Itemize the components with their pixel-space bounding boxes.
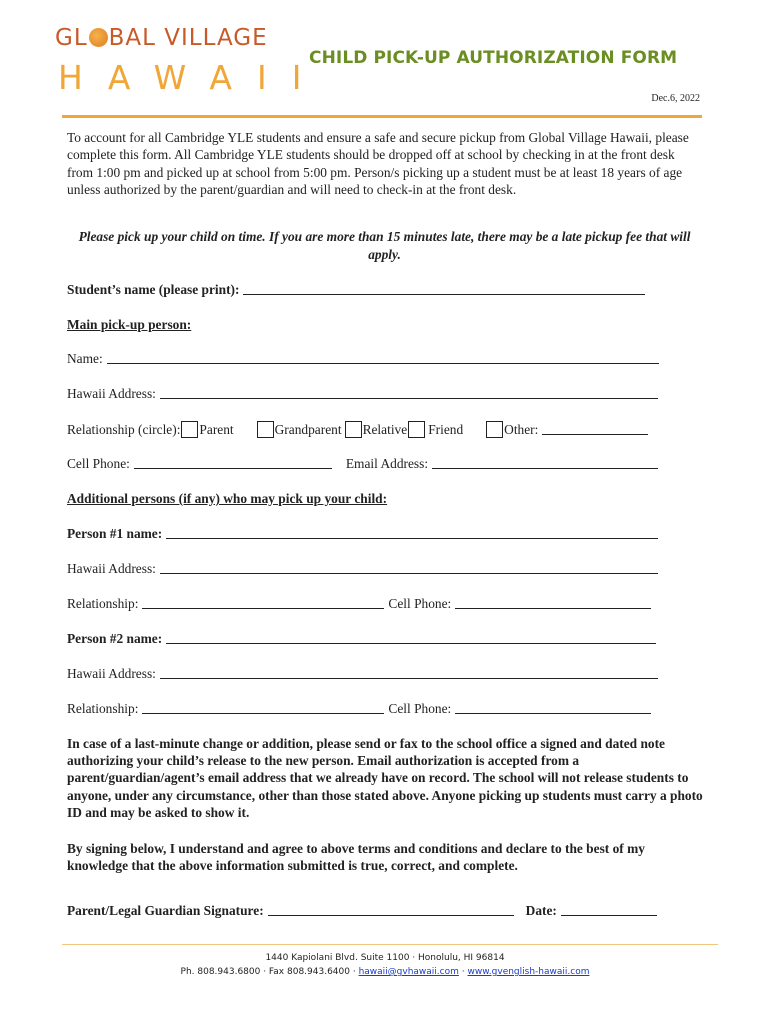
person1-relationship-field[interactable] (142, 607, 384, 609)
agreement-paragraph: By signing below, I understand and agree to above terms and conditions and declare to the best of my knowledge that the above information submitted is true, correct, and complete. (67, 841, 645, 874)
other-option-label: Other: (504, 421, 539, 437)
signature-field[interactable] (268, 914, 514, 916)
person2-name-field[interactable] (166, 642, 656, 644)
relative-option-label: Relative (362, 421, 408, 437)
additional-persons-heading: Additional persons (if any) who may pick up your child: (67, 491, 388, 506)
footer-contact (0, 967, 770, 977)
person1-name-field[interactable] (166, 537, 658, 539)
form-date: Dec.6, 2022 (651, 93, 700, 104)
grandparent-option-label: Grandparent (274, 421, 342, 437)
person1-address-row (67, 561, 658, 577)
signature-label: Parent/Legal Guardian Signature: (67, 903, 264, 918)
person2-address-field[interactable] (160, 677, 658, 679)
person2-name-label: Person #2 name: (67, 631, 163, 646)
person2-address-row (67, 666, 658, 682)
person1-cell-field[interactable] (455, 607, 651, 609)
relative-checkbox[interactable] (345, 421, 362, 438)
friend-checkbox[interactable] (408, 421, 425, 438)
date-label: Date: (525, 903, 557, 918)
person2-relationship-field[interactable] (142, 712, 384, 714)
logo-hawaii: HAWAII (58, 58, 327, 97)
person2-name-row (67, 631, 656, 647)
main-name-row (67, 351, 659, 367)
intro-paragraph: To account for all Cambridge YLE students and ensure a safe and secure pickup from Global Village Hawaii, please complete this form. All Cambridge YLE students should be dropped off at school by checking in at the front desk from 1:00 pm and picked up at school from 5:00 pm. Person/s picking up a student must be at least 18 years of age unless authorized by the parent/guardian and will need to check-in at the front desk. (67, 130, 689, 198)
person1-address-label: Hawaii Address: (67, 561, 156, 576)
globe-icon (89, 28, 108, 47)
date-field[interactable] (561, 914, 657, 916)
main-cell-label: Cell Phone: (67, 456, 130, 471)
student-name-field[interactable] (243, 293, 645, 295)
person2-cell-field[interactable] (455, 712, 651, 714)
main-address-label: Hawaii Address: (67, 386, 156, 401)
main-pickup-heading: Main pick-up person: (67, 317, 192, 332)
footer-separator: · (461, 967, 465, 977)
page-title: CHILD PICK-UP AUTHORIZATION FORM (309, 48, 678, 68)
additional-heading-row (67, 491, 387, 507)
late-notice: Please pick up your child on time. If you are more than 15 minutes late, there may be a late pickup fee that will apply. (78, 229, 691, 262)
main-relationship-row (67, 421, 648, 438)
footer-website-link[interactable]: www.gvenglish-hawaii.com (467, 967, 590, 977)
other-checkbox[interactable] (486, 421, 503, 438)
main-address-row (67, 386, 658, 402)
person1-address-field[interactable] (160, 572, 658, 574)
divider (62, 115, 702, 118)
logo-text-part: GL (55, 25, 88, 51)
main-email-label: Email Address: (345, 456, 429, 471)
person1-relationship-label: Relationship: (67, 596, 139, 611)
main-address-field[interactable] (160, 397, 658, 399)
main-relationship-label: Relationship (circle): (67, 421, 181, 437)
other-relationship-field[interactable] (542, 433, 648, 435)
main-email-field[interactable] (432, 467, 658, 469)
logo-global-village (55, 25, 268, 51)
footer-email-link[interactable]: hawaii@gvhawaii.com (358, 967, 459, 977)
person1-contact-row (67, 596, 651, 612)
person2-contact-row (67, 701, 651, 717)
student-name-label: Student’s name (please print): (67, 282, 240, 297)
logo-text-part: BAL VILLAGE (108, 25, 268, 51)
person1-cell-label: Cell Phone: (388, 596, 452, 611)
person2-address-label: Hawaii Address: (67, 666, 156, 681)
friend-option-label: Friend (428, 421, 464, 437)
footer-address: 1440 Kapiolani Blvd. Suite 1100 · Honolulu, HI 96814 (265, 953, 505, 963)
main-heading-row (67, 317, 191, 333)
main-name-field[interactable] (107, 362, 659, 364)
student-name-row (67, 282, 645, 298)
footer-divider (62, 944, 718, 945)
parent-option-label: Parent (199, 421, 234, 437)
main-name-label: Name: (67, 351, 103, 366)
grandparent-checkbox[interactable] (257, 421, 274, 438)
parent-checkbox[interactable] (181, 421, 198, 438)
signature-row (67, 903, 657, 919)
person1-name-label: Person #1 name: (67, 526, 163, 541)
main-cell-field[interactable] (134, 467, 332, 469)
person2-cell-label: Cell Phone: (388, 701, 452, 716)
main-contact-row (67, 456, 658, 472)
footer-phone: Ph. 808.943.6800 · Fax 808.943.6400 · (180, 967, 356, 977)
person2-relationship-label: Relationship: (67, 701, 139, 716)
person1-name-row (67, 526, 658, 542)
change-policy-paragraph: In case of a last-minute change or addition, please send or fax to the school office a signed and dated note authorizing your child’s release to the new person. Email authorization is accepted from a parent/guardian/agent’s email address that we already have on record. The school will not release students to anyone, under any circumstance, other than those stated above. Anyone picking up students must carry a photo ID and may be asked to show it. (67, 736, 703, 820)
